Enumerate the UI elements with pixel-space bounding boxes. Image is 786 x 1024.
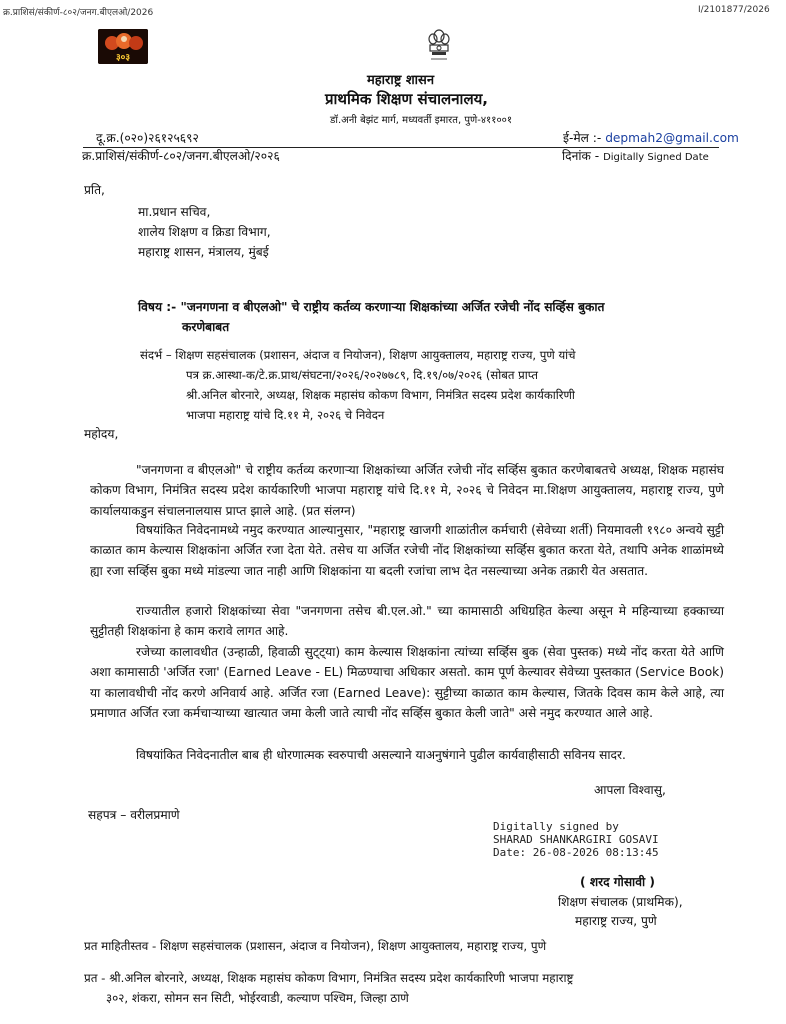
copy-line1: प्रत - श्री.अनिल बोरनारे, अध्यक्ष, शिक्षक महासंघ कोकण विभाग, निमंत्रित सदस्य प्रदेश कार्यकारिणी भाजपा महाराष्ट्र [84, 971, 574, 985]
campaign-logo-icon [98, 29, 148, 64]
header-line2: प्राथमिक शिक्षण संचालनालय, [325, 90, 489, 108]
digital-signature-line1: Digitally signed by [493, 820, 619, 833]
date-value: Digitally Signed Date [603, 152, 709, 163]
phone-number: दू.क्र.(०२०)२६१२५६९२ [96, 131, 199, 145]
paragraph-2: विषयांकित निवेदनामध्ये नमुद करण्यात आल्यानुसार, "महाराष्ट्र खाजगी शाळांतील कर्मचारी (सेवेच्या शर्ती) नियमावली १९८० अन्वये सुट्टी काळात काम केल्यास शिक्षकांना अर्जित रजा देता येते. तसेच या अर्जित रजेची नोंद शिक्षकांच्या सर्व्हिस बुकात करता येते, तथापि अनेक शाळांमध्ये ह्या रजा सर्व्हिस बुका मध्ये मांडल्या जात नाही आणि शिक्षकांना या बदली रजांचा लाभ देत नसल्याच्या अनेक तक्रारी येत असतात. [90, 523, 724, 578]
paragraph-4: रजेच्या कालावधीत (उन्हाळी, हिवाळी सुट्ट्या) काम केल्यास शिक्षकांना त्यांच्या सर्व्हिस बुक (सेवा पुस्तक) मध्ये नोंद करता येते आणि अशा कामासाठी 'अर्जित रजा' (Earned Leave - EL) मिळण्याचा अधिकार असतो. काम पूर्ण केल्यावर सेवेच्या पुस्तकात (Service Book) या कालावधीची नोंद करणे अनिवार्य आहे. अर्जित रजा (Earned Leave): सुट्टीच्या काळात काम केल्यास, जितके दिवस काम केले आहे, त्या प्रमाणात अर्जित रजा कर्मचाऱ्याच्या खात्यात जमा केली जाते त्याची नोंद सर्व्हिस बुकात केली जाते" असे नमुद करण्यात आले आहे. [90, 645, 724, 721]
enclosure: सहपत्र – वरीलप्रमाणे [88, 808, 180, 822]
reference-line2: पत्र क्र.आस्था-क/टे.क्र.प्राथ/संघटना/२०२६/२०२७७८९, दि.१९/०७/२०२६ (सोबत प्राप्त [186, 368, 538, 382]
reference-line3: श्री.अनिल बोरनारे, अध्यक्ष, शिक्षक महासंघ कोकण विभाग, निमंत्रित सदस्य प्रदेश कार्यकारिणी [186, 388, 575, 402]
reference-line1: संदर्भ – शिक्षण सहसंचालक (प्रशासन, अंदाज व नियोजन), शिक्षण आयुक्तालय, महाराष्ट्र राज्य, पुणे यांचे [140, 348, 576, 362]
paragraph-3: राज्यातील हजारो शिक्षकांच्या सेवा "जनगणना तसेच बी.एल.ओ." च्या कामासाठी अधिग्रहित केल्या असून मे महिन्याच्या हक्काच्या सुट्टीतही शिक्षकांना हे काम करावे लागत आहे. [90, 604, 724, 639]
signatory-name: ( शरद गोसावी ) [580, 875, 655, 889]
copy-information: प्रत माहितीस्तव - शिक्षण सहसंचालक (प्रशासन, अंदाज व नियोजन), शिक्षण आयुक्तालय, महाराष्ट्र राज्य, पुणे [84, 939, 547, 953]
closing: आपला विश्वासु, [594, 783, 666, 797]
email-link[interactable]: depmah2@gmail.com [605, 131, 739, 145]
digital-signature [493, 820, 659, 859]
paragraph-5: विषयांकित निवेदनातील बाब ही धोरणात्मक स्वरुपाची असल्याने याअनुषंगाने पुढील कार्यवाहीसाठी सविनय सादर. [136, 748, 626, 762]
top-reference-left: क्र.प्राशिसं/संकीर्ण-८०२/जनग.बीएलओ/2026 [3, 8, 154, 18]
email-label: ई-मेल :- [563, 131, 602, 145]
date-label: दिनांक - [562, 149, 600, 163]
digital-signature-line3: Date: 26-08-2026 08:13:45 [493, 846, 659, 859]
addressee-line3: महाराष्ट्र शासन, मंत्रालय, मुंबई [138, 245, 269, 259]
addressee-line2: शालेय शिक्षण व क्रिडा विभाग, [138, 225, 271, 239]
copy-line2: ३०२, शंकरा, सोमन सन सिटी, भोईरवाडी, कल्याण पश्चिम, जिल्हा ठाणे [106, 991, 409, 1005]
prati-label: प्रति, [84, 183, 105, 197]
digital-signature-line2: SHARAD SHANKARGIRI GOSAVI [493, 833, 659, 846]
subject-line2: करणेबाबत [182, 320, 230, 334]
logo-text: ३०३ [115, 53, 131, 63]
top-reference-right: I/2101877/2026 [698, 5, 770, 15]
signatory-designation: शिक्षण संचालक (प्राथमिक), [558, 895, 683, 909]
salutation: महोदय, [84, 427, 119, 441]
reference-line4: भाजपा महाराष्ट्र यांचे दि.११ मे, २०२६ चे निवेदन [186, 408, 385, 422]
header-line1: महाराष्ट्र शासन [367, 73, 435, 88]
reference-number: क्र.प्राशिसं/संकीर्ण-८०२/जनग.बीएलओ/२०२६ [82, 149, 280, 163]
addressee-line1: मा.प्रधान सचिव, [138, 205, 211, 219]
paragraph-1: "जनगणना व बीएलओ" चे राष्ट्रीय कर्तव्य करणाऱ्या शिक्षकांच्या अर्जित रजेची नोंद सर्व्हिस बुकात करणेबाबतचे अध्यक्ष, शिक्षक महासंघ कोकण विभाग, निमंत्रित सदस्य प्रदेश कार्यकारिणी भाजपा महाराष्ट्र यांचे दि.११ मे, २०२६ चे निवेदन मा.शिक्षण आयुक्तालय, महाराष्ट्र राज्य, पुणे कार्यालयाकडुन संचालनालयास प्राप्त झाले आहे. (प्रत संलग्न) [90, 463, 724, 518]
header-address: डॉ.अनी बेझंट मार्ग, मध्यवर्ती इमारत, पुणे-४११००१ [330, 115, 513, 126]
subject-line1: विषय :- "जनगणना व बीएलओ" चे राष्ट्रीय कर्तव्य करणाऱ्या शिक्षकांच्या अर्जित रजेची नोंद सर्व्हिस बुकात [138, 300, 605, 314]
signatory-place: महाराष्ट्र राज्य, पुणे [575, 914, 657, 928]
state-emblem-icon [425, 28, 453, 62]
